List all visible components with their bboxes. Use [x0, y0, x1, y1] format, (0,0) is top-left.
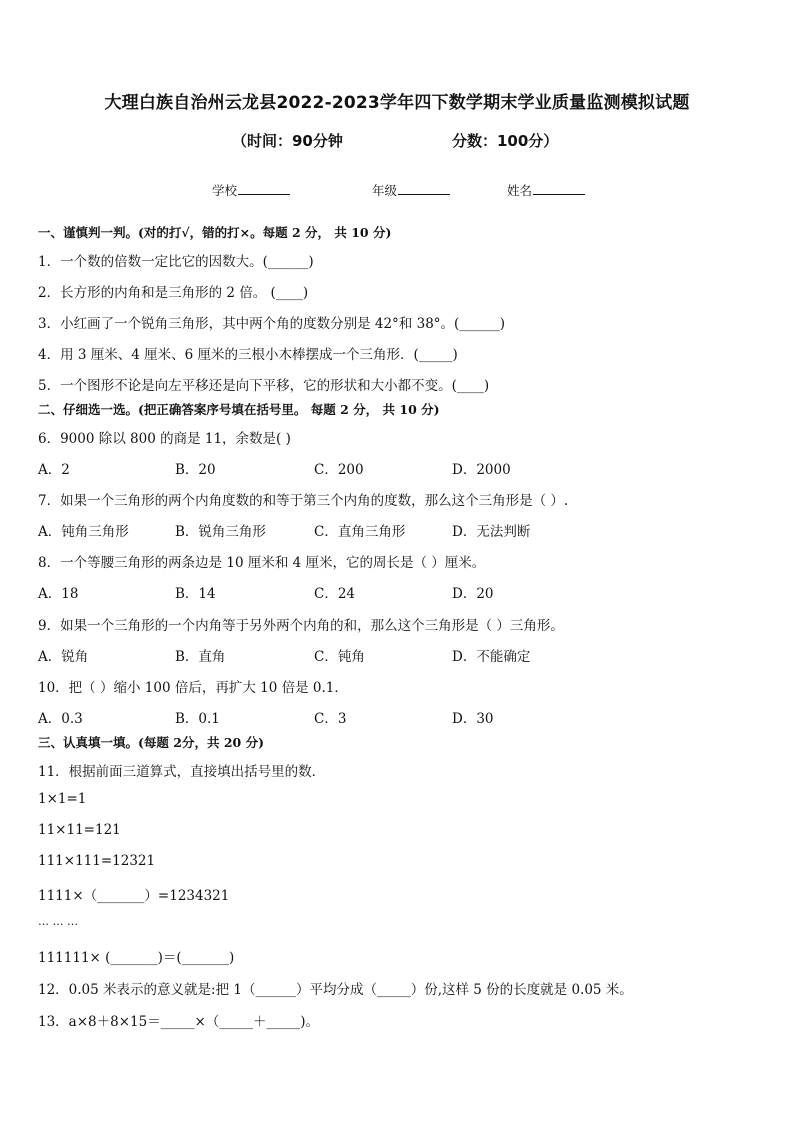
q7-option-c: C．直角三角形 — [314, 524, 406, 540]
question-2: 2．长方形的内角和是三角形的 2 倍。 (____) — [38, 285, 309, 301]
question-13: 13．a×8＋8×15＝_____×（_____＋_____)。 — [38, 1014, 320, 1030]
q10-option-a: A．0.3 — [38, 711, 83, 727]
q11-line-6: 111111× (_______)＝(_______) — [38, 950, 235, 966]
q9-option-c: C．钝角 — [314, 649, 365, 665]
q11-line-2: 11×11=121 — [38, 822, 121, 838]
q6-option-a: A．2 — [38, 462, 70, 478]
question-6: 6．9000 除以 800 的商是 11，余数是( ) — [38, 431, 291, 447]
grade-label: 年级 — [372, 183, 398, 198]
grade-blank — [398, 182, 450, 195]
q11-line-3: 111×111=12321 — [38, 853, 156, 869]
question-5: 5．一个图形不论是向左平移还是向下平移，它的形状和大小都不变。(____) — [38, 378, 490, 394]
q7-option-b: B．锐角三角形 — [175, 524, 266, 540]
q11-ellipsis: … … … — [38, 915, 78, 928]
q7-option-a: A．钝角三角形 — [38, 524, 129, 540]
question-8: 8．一个等腰三角形的两条边是 10 厘米和 4 厘米，它的周长是（ ）厘米。 — [38, 555, 486, 571]
exam-score: 分数：100分） — [452, 132, 559, 150]
school-label: 学校 — [212, 183, 238, 198]
q9-option-a: A．锐角 — [38, 649, 89, 665]
school-blank — [238, 182, 290, 195]
q9-option-d: D．不能确定 — [452, 649, 531, 665]
q9-option-b: B．直角 — [175, 649, 226, 665]
q8-option-c: C．24 — [314, 586, 356, 602]
q8-option-d: D．20 — [452, 586, 494, 602]
q6-option-c: C．200 — [314, 462, 364, 478]
q10-option-c: C．3 — [314, 711, 347, 727]
question-9: 9．如果一个三角形的一个内角等于另外两个内角的和，那么这个三角形是（ ）三角形。 — [38, 618, 564, 634]
q6-option-b: B．20 — [175, 462, 216, 478]
q7-option-d: D．无法判断 — [452, 524, 531, 540]
name-blank — [533, 182, 585, 195]
q11-line-1: 1×1=1 — [38, 791, 87, 807]
exam-time: （时间：90分钟 — [232, 132, 343, 150]
q6-option-d: D．2000 — [452, 462, 511, 478]
q10-option-d: D．30 — [452, 711, 494, 727]
section-3-heading: 三、认真填一填。(每题 2分，共 20 分) — [38, 735, 264, 750]
question-3: 3．小红画了一个锐角三角形，其中两个角的度数分别是 42°和 38°。(______) — [38, 316, 506, 332]
name-label: 姓名 — [507, 183, 533, 198]
question-11: 11．根据前面三道算式，直接填出括号里的数． — [38, 764, 326, 780]
question-12: 12．0.05 米表示的意义就是:把 1（______）平均分成（_____）份,这样 5 份的长度就是 0.05 米。 — [38, 982, 633, 998]
school-field — [212, 181, 290, 199]
name-field — [507, 181, 585, 199]
q8-option-b: B．14 — [175, 586, 216, 602]
section-2-heading: 二、仔细选一选。(把正确答案序号填在括号里。 每题 2 分， 共 10 分) — [38, 402, 440, 417]
question-1: 1．一个数的倍数一定比它的因数大。(______) — [38, 254, 314, 270]
question-4: 4．用 3 厘米、4 厘米、6 厘米的三根小木棒摆成一个三角形．(_____) — [38, 347, 458, 363]
section-1-heading: 一、谨慎判一判。(对的打√，错的打×。每题 2 分， 共 10 分) — [38, 225, 392, 240]
q8-option-a: A．18 — [38, 586, 79, 602]
q10-option-b: B．0.1 — [175, 711, 220, 727]
grade-field — [372, 181, 450, 199]
question-10: 10．把（ ）缩小 100 倍后，再扩大 10 倍是 0.1． — [38, 680, 348, 696]
question-7: 7．如果一个三角形的两个内角度数的和等于第三个内角的度数，那么这个三角形是（ ）. — [38, 493, 569, 509]
q11-line-4: 1111×（_______）=1234321 — [38, 888, 230, 904]
exam-title: 大理白族自治州云龙县2022-2023学年四下数学期末学业质量监测模拟试题 — [104, 93, 690, 113]
